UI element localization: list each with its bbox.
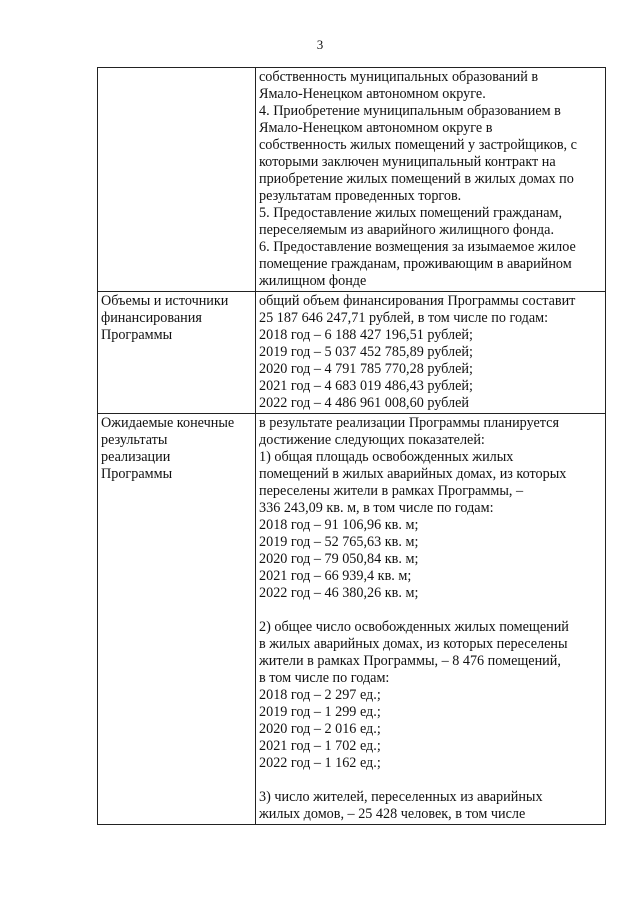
content-line: 2021 год – 66 939,4 кв. м;	[259, 568, 412, 584]
label-line: Программы	[101, 327, 173, 343]
content-line: 336 243,09 кв. м, в том числе по годам:	[259, 500, 494, 516]
content-line: Ямало-Ненецком автономном округе.	[259, 86, 486, 102]
blank-line	[259, 602, 601, 619]
content-line: 2020 год – 2 016 ед.;	[259, 721, 381, 737]
content-line: 2020 год – 4 791 785 770,28 рублей;	[259, 361, 473, 377]
content-line: помещений в жилых аварийных домах, из которых	[259, 466, 567, 482]
content-line: 6. Предоставление возмещения за изымаемое жилое	[259, 239, 576, 255]
content-line: переселены жители в рамках Программы, –	[259, 483, 524, 499]
table-row	[98, 414, 606, 825]
content-line: в том числе по годам:	[259, 670, 390, 686]
content-line: 2022 год – 1 162 ед.;	[259, 755, 381, 771]
content-line: приобретение жилых помещений в жилых домах по	[259, 171, 574, 187]
content-line: результатам проведенных торгов.	[259, 188, 462, 204]
content-line: 2022 год – 4 486 961 008,60 рублей	[259, 395, 469, 411]
content-line: в результате реализации Программы планируется	[259, 415, 559, 431]
content-line: помещение гражданам, проживающим в аварийном	[259, 256, 572, 272]
content-line: 2019 год – 52 765,63 кв. м;	[259, 534, 419, 550]
program-passport-table	[97, 67, 606, 825]
content-line: 3) число жителей, переселенных из аварийных	[259, 789, 543, 805]
row-content-cell	[256, 292, 606, 414]
content-line: 2) общее число освобожденных жилых помещений	[259, 619, 569, 635]
label-line: Объемы и источники	[101, 293, 229, 309]
label-line: Ожидаемые конечные	[101, 415, 235, 431]
content-line: достижение следующих показателей:	[259, 432, 485, 448]
content-line: которыми заключен муниципальный контракт на	[259, 154, 556, 170]
content-line: 2021 год – 1 702 ед.;	[259, 738, 381, 754]
row-label-cell	[98, 414, 256, 825]
content-line: 2020 год – 79 050,84 кв. м;	[259, 551, 419, 567]
content-line: Ямало-Ненецком автономном округе в	[259, 120, 493, 136]
row-label-cell	[98, 68, 256, 292]
content-line: общий объем финансирования Программы составит	[259, 293, 576, 309]
content-line: 4. Приобретение муниципальным образованием в	[259, 103, 561, 119]
row-content-cell	[256, 414, 606, 825]
content-line: собственность жилых помещений у застройщиков, с	[259, 137, 577, 153]
content-line: жилых домов, – 25 428 человек, в том числе	[259, 806, 526, 822]
content-line: 2019 год – 1 299 ед.;	[259, 704, 381, 720]
content-line: собственность муниципальных образований в	[259, 69, 539, 85]
content-line: 2022 год – 46 380,26 кв. м;	[259, 585, 419, 601]
label-line: результаты	[101, 432, 168, 448]
page-number: 3	[316, 37, 324, 52]
label-line: финансирования	[101, 310, 202, 326]
content-line: 5. Предоставление жилых помещений гражданам,	[259, 205, 563, 221]
content-line: 2018 год – 2 297 ед.;	[259, 687, 381, 703]
table-row	[98, 292, 606, 414]
content-line: переселяемым из аварийного жилищного фонда.	[259, 222, 554, 238]
content-line: 2018 год – 91 106,96 кв. м;	[259, 517, 419, 533]
row-label-cell	[98, 292, 256, 414]
content-line: жилищном фонде	[259, 273, 367, 289]
table-row	[98, 68, 606, 292]
row-content-cell	[256, 68, 606, 292]
content-line: жители в рамках Программы, – 8 476 помещений,	[259, 653, 561, 669]
content-line: 2018 год – 6 188 427 196,51 рублей;	[259, 327, 473, 343]
content-line: 2019 год – 5 037 452 785,89 рублей;	[259, 344, 473, 360]
content-line: 1) общая площадь освобожденных жилых	[259, 449, 514, 465]
blank-line	[259, 772, 601, 789]
label-line: Программы	[101, 466, 173, 482]
content-line: 2021 год – 4 683 019 486,43 рублей;	[259, 378, 473, 394]
content-line: в жилых аварийных домах, из которых переселены	[259, 636, 568, 652]
label-line: реализации	[101, 449, 171, 465]
content-line: 25 187 646 247,71 рублей, в том числе по годам:	[259, 310, 549, 326]
